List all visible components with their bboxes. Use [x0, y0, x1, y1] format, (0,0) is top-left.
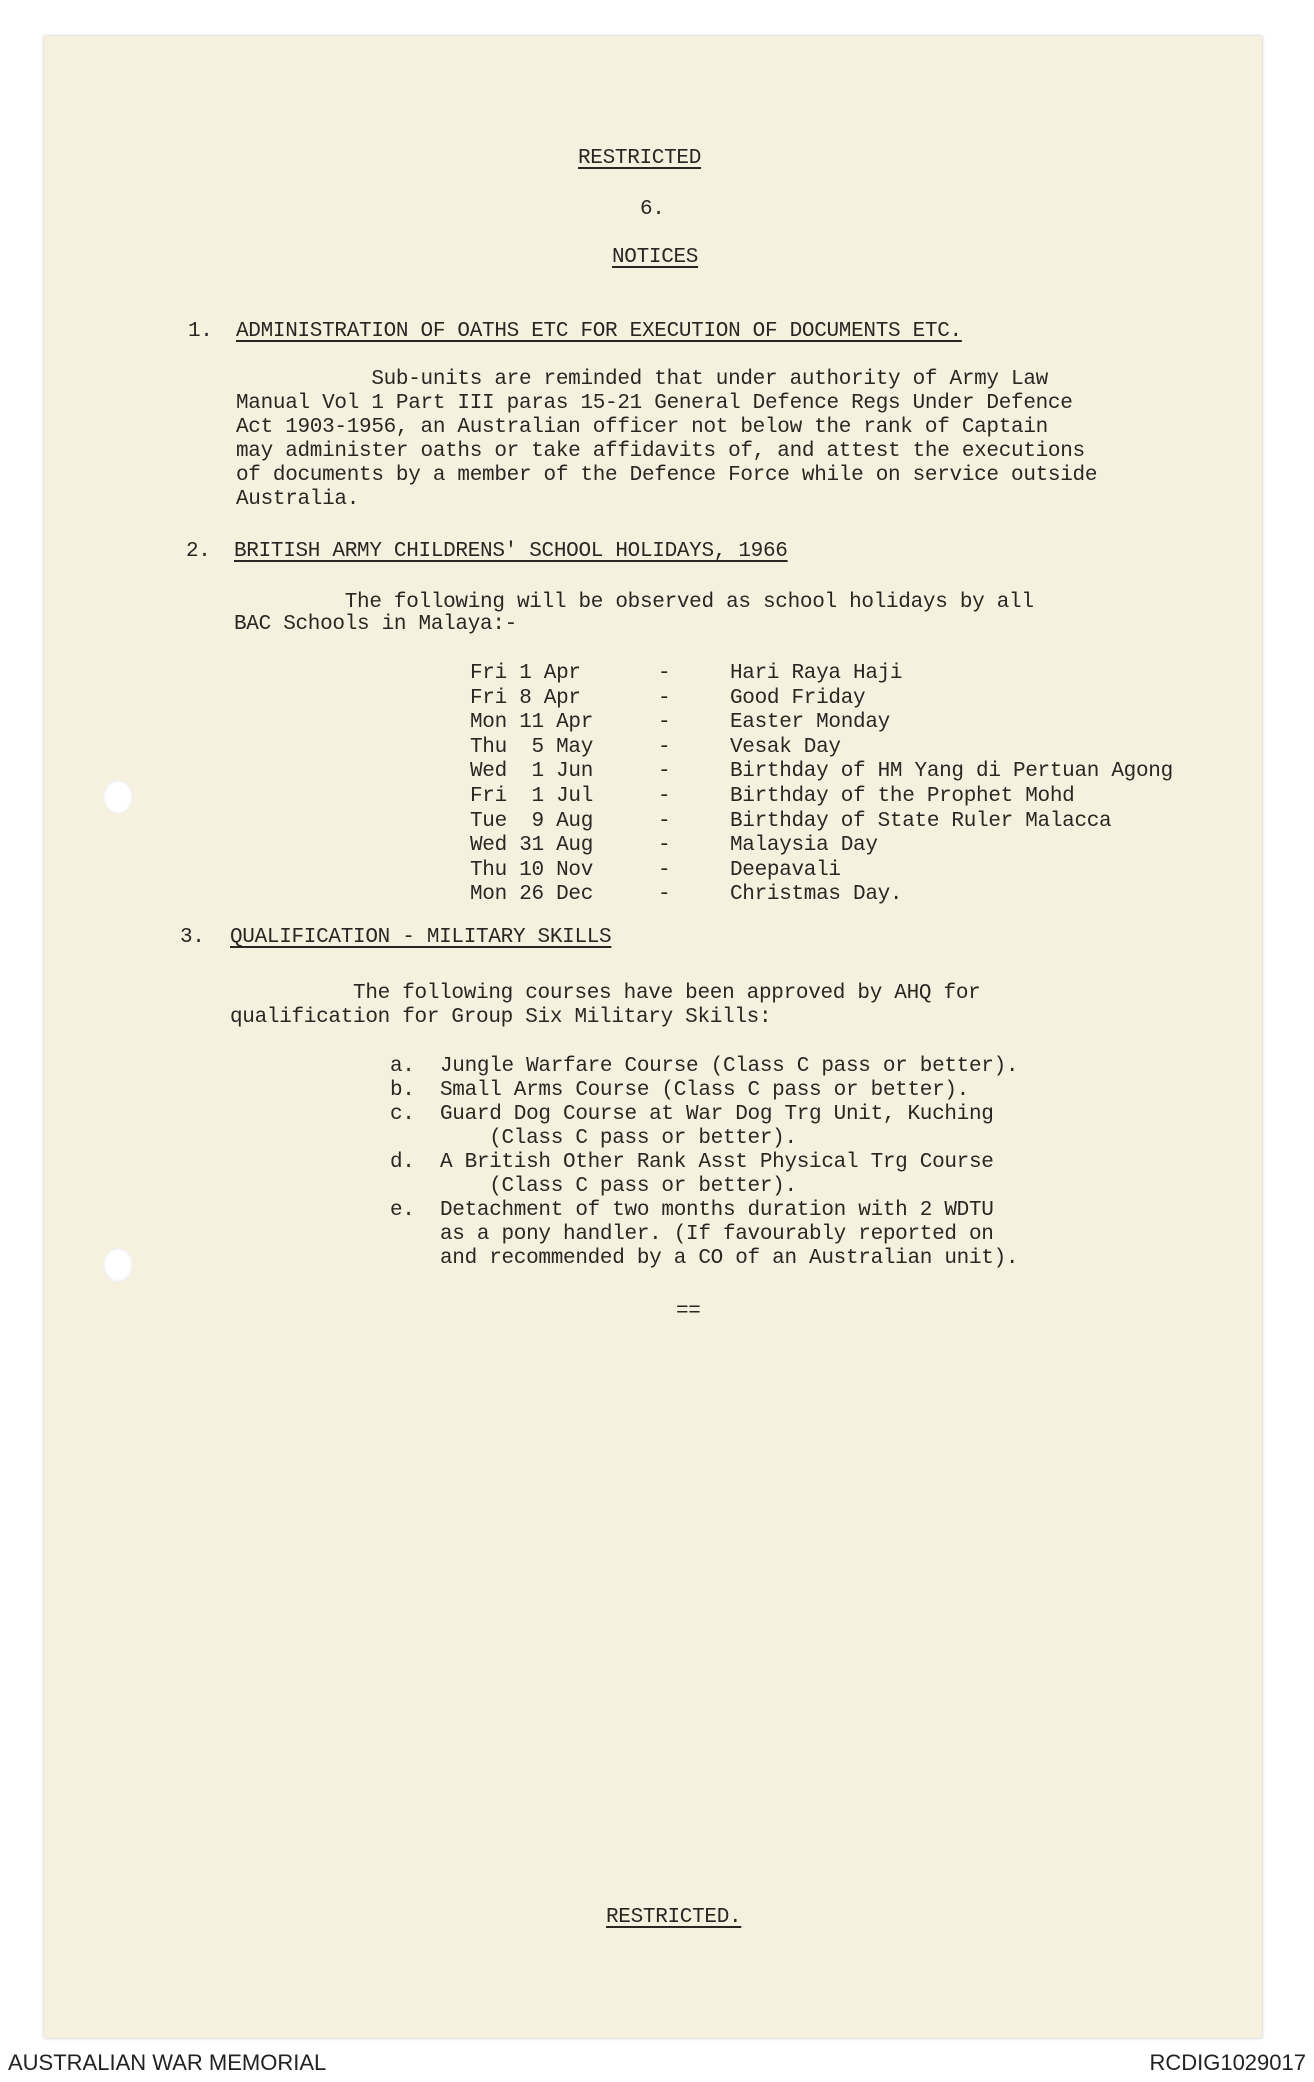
list-letter: a.	[390, 1055, 415, 1078]
list-item-text: (Class C pass or better).	[440, 1127, 797, 1150]
holiday-name: Malaysia Day	[730, 834, 878, 858]
section-heading: QUALIFICATION - MILITARY SKILLS	[230, 926, 612, 949]
section-heading: ADMINISTRATION OF OATHS ETC FOR EXECUTION OF DOCUMENTS ETC.	[236, 320, 962, 343]
holiday-dash: -	[658, 662, 671, 685]
holiday-date: Mon 11 Apr	[470, 711, 594, 735]
body-line: Act 1903-1956, an Australian officer not below the rank of Captain	[236, 416, 1048, 439]
holiday-name: Deepavali	[730, 858, 841, 882]
holiday-name: Christmas Day.	[730, 883, 903, 907]
list-letter: c.	[390, 1103, 415, 1126]
body-line: Sub-units are reminded that under authority of Army Law	[236, 368, 1048, 391]
holiday-name: Birthday of HM Yang di Pertuan Agong	[730, 760, 1173, 784]
holiday-name: Birthday of State Ruler Malacca	[730, 809, 1112, 833]
holiday-date: Wed 1 Jun	[470, 760, 594, 784]
holiday-dash: -	[658, 760, 671, 784]
holiday-dash: -	[658, 858, 671, 882]
holiday-dash: -	[658, 883, 671, 907]
holiday-date: Mon 26 Dec	[470, 883, 594, 907]
section-number: 1.	[188, 320, 213, 343]
body-line: The following will be observed as school holidays by all	[234, 591, 1034, 614]
body-line: of documents by a member of the Defence Force while on service outside	[236, 464, 1098, 487]
page-number: 6.	[640, 198, 665, 221]
list-item-text: Detachment of two months duration with 2 WDTU	[440, 1199, 994, 1222]
punch-hole	[103, 1248, 133, 1282]
holiday-dash: -	[658, 809, 671, 833]
body-line: The following courses have been approved by AHQ for	[230, 982, 981, 1005]
holiday-name: Easter Monday	[730, 711, 890, 735]
section-number: 2.	[186, 540, 211, 563]
body-line: may administer oaths or take affidavits of, and attest the executions	[236, 440, 1085, 463]
archive-id: RCDIG1029017	[1149, 2050, 1306, 2075]
list-item-text: Jungle Warfare Course (Class C pass or better).	[440, 1055, 1019, 1078]
end-mark: ==	[676, 1300, 701, 1323]
holiday-date: Tue 9 Aug	[470, 809, 594, 833]
body-line: Manual Vol 1 Part III paras 15-21 General Defence Regs Under Defence	[236, 392, 1073, 415]
holiday-name: Birthday of the Prophet Mohd	[730, 785, 1075, 808]
list-item-text: (Class C pass or better).	[440, 1175, 797, 1198]
holiday-date: Thu 5 May	[470, 735, 594, 759]
classification-footer: RESTRICTED.	[606, 1906, 742, 1929]
list-letter: b.	[390, 1079, 415, 1102]
section-heading: BRITISH ARMY CHILDRENS' SCHOOL HOLIDAYS, 1966	[234, 540, 788, 563]
page-title: NOTICES	[612, 246, 699, 269]
punch-hole	[103, 780, 133, 814]
list-item-text: as a pony handler. (If favourably reported on	[440, 1223, 994, 1246]
holiday-dash: -	[658, 686, 671, 710]
list-item-text: A British Other Rank Asst Physical Trg Course	[440, 1151, 994, 1174]
list-item-text: Guard Dog Course at War Dog Trg Unit, Kuching	[440, 1103, 994, 1126]
holiday-dash: -	[658, 735, 671, 759]
holiday-date: Thu 10 Nov	[470, 858, 594, 882]
section-number: 3.	[180, 926, 205, 949]
list-item-text: and recommended by a CO of an Australian unit).	[440, 1247, 1019, 1270]
holiday-dash: -	[658, 711, 671, 735]
holiday-date: Fri 1 Jul	[470, 785, 594, 808]
classification-header: RESTRICTED	[578, 147, 702, 170]
archive-institution: AUSTRALIAN WAR MEMORIAL	[8, 2050, 327, 2075]
body-line: BAC Schools in Malaya:-	[234, 613, 517, 636]
holiday-dash: -	[658, 834, 671, 858]
list-item-text: Small Arms Course (Class C pass or better).	[440, 1079, 969, 1102]
list-letter: e.	[390, 1199, 415, 1222]
holiday-date: Wed 31 Aug	[470, 834, 594, 858]
holiday-name: Good Friday	[730, 686, 866, 710]
holiday-name: Vesak Day	[730, 735, 841, 759]
holiday-name: Hari Raya Haji	[730, 662, 903, 685]
holiday-date: Fri 8 Apr	[470, 686, 581, 710]
holiday-dash: -	[658, 785, 671, 808]
body-line: qualification for Group Six Military Skills:	[230, 1006, 772, 1029]
body-line: Australia.	[236, 488, 360, 511]
holiday-date: Fri 1 Apr	[470, 662, 581, 685]
list-letter: d.	[390, 1151, 415, 1174]
